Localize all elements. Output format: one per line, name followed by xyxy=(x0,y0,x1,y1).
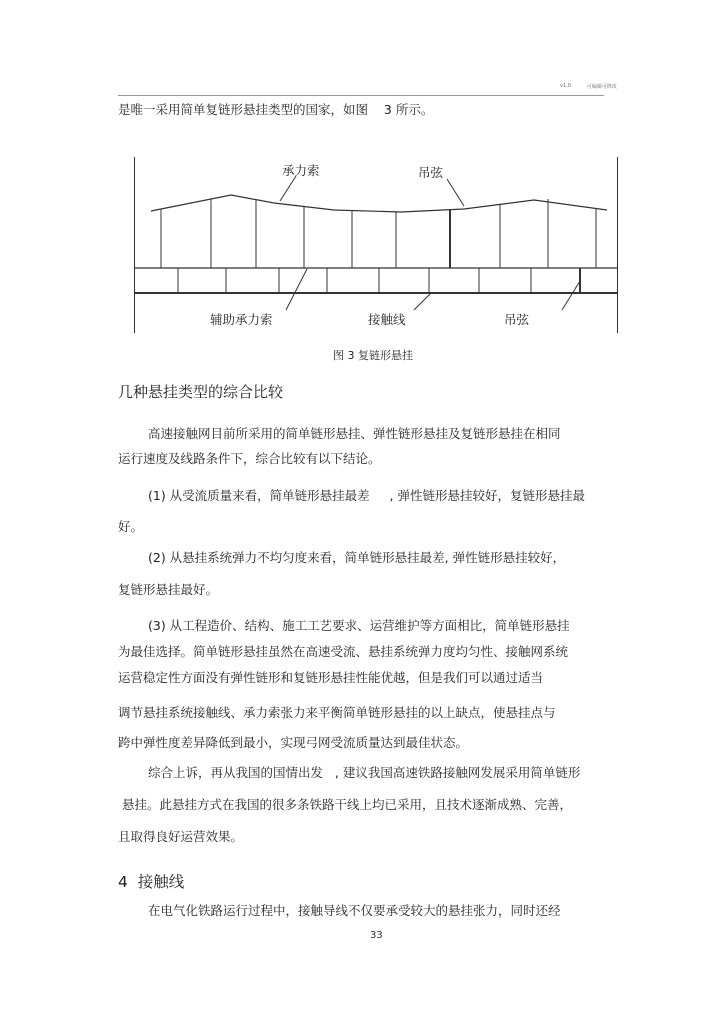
paragraph-line: 且取得良好运营效果。 xyxy=(118,829,244,844)
page-number: 33 xyxy=(370,930,383,941)
header-rule xyxy=(118,95,604,96)
paragraph-line: 调节悬挂系统接触线、承力索张力来平衡简单链形悬挂的以上缺点，使悬挂点与 xyxy=(118,705,556,720)
dropper-bottom-label: 吊弦 xyxy=(504,312,530,327)
messenger-wire xyxy=(151,195,607,212)
paragraph-line: 运行速度及线路条件下，综合比较有以下结论。 xyxy=(118,451,381,466)
paragraph-line: (3) 从工程造价、结构、施工工艺要求、运营维护等方面相比，简单链形悬挂 xyxy=(148,618,570,633)
dropper-bottom-leader xyxy=(562,281,580,310)
contact-wire-leader xyxy=(414,294,430,310)
header-note: 可编辑可修改 xyxy=(586,84,617,90)
paragraph-line: 好。 xyxy=(118,519,144,534)
paragraph-line: 为最佳选择。简单链形悬挂虽然在高速受流、悬挂系统弹力度均匀性、接触网系统 xyxy=(118,644,569,659)
aux-messenger-leader xyxy=(286,269,307,310)
intro-line: 是唯一采用简单复链形悬挂类型的国家，如图 3 所示。 xyxy=(118,102,434,117)
section-heading: 几种悬挂类型的综合比较 xyxy=(118,383,284,401)
paragraph-line: 悬挂。此悬挂方式在我国的很多条铁路干线上均已采用，且技术逐渐成熟、完善， xyxy=(118,797,572,812)
section4-title: 接触线 xyxy=(137,873,185,891)
compound-catenary-figure xyxy=(134,157,618,333)
droppers xyxy=(161,199,596,268)
paragraph-line: 综合上诉，再从我国的国情出发 , 建议我国高速铁路接触网发展采用简单链形 xyxy=(148,765,581,780)
dropper-top-label: 吊弦 xyxy=(418,165,444,180)
header-version: v1.0 xyxy=(560,83,571,89)
page-header xyxy=(560,83,617,90)
paragraph-line: (2) 从悬挂系统弹力不均匀度来看，简单链形悬挂最差, 弹性链形悬挂较好， xyxy=(148,550,566,565)
messenger-leader xyxy=(280,176,296,201)
dropper-top-leader xyxy=(447,179,464,206)
paragraph-line: 运营稳定性方面没有弹性链形和复链形悬挂性能优越，但是我们可以通过适当 xyxy=(118,670,544,685)
contact-wire-label: 接触线 xyxy=(368,312,406,327)
figure-caption: 图 3 复链形悬挂 xyxy=(333,349,413,362)
short-hangers xyxy=(178,268,580,293)
aux-messenger-label: 辅助承力索 xyxy=(210,312,273,327)
paragraph-line: (1) 从受流质量来看，简单链形悬挂最差 , 弹性链形悬挂较好，复链形悬挂最 xyxy=(148,488,585,503)
paragraph-line: 复链形悬挂最好。 xyxy=(118,582,219,597)
paragraph-line: 跨中弹性度差异降低到最小，实现弓网受流质量达到最佳状态。 xyxy=(118,735,469,750)
section4-heading xyxy=(118,870,184,892)
messenger-label: 承力索 xyxy=(282,163,320,178)
section4-number: 4 xyxy=(118,873,128,891)
paragraph-line: 在电气化铁路运行过程中，接触导线不仅要承受较大的悬挂张力，同时还经 xyxy=(148,903,561,918)
paragraph-line: 高速接触网目前所采用的简单链形悬挂、弹性链形悬挂及复链形悬挂在相同 xyxy=(148,426,561,441)
